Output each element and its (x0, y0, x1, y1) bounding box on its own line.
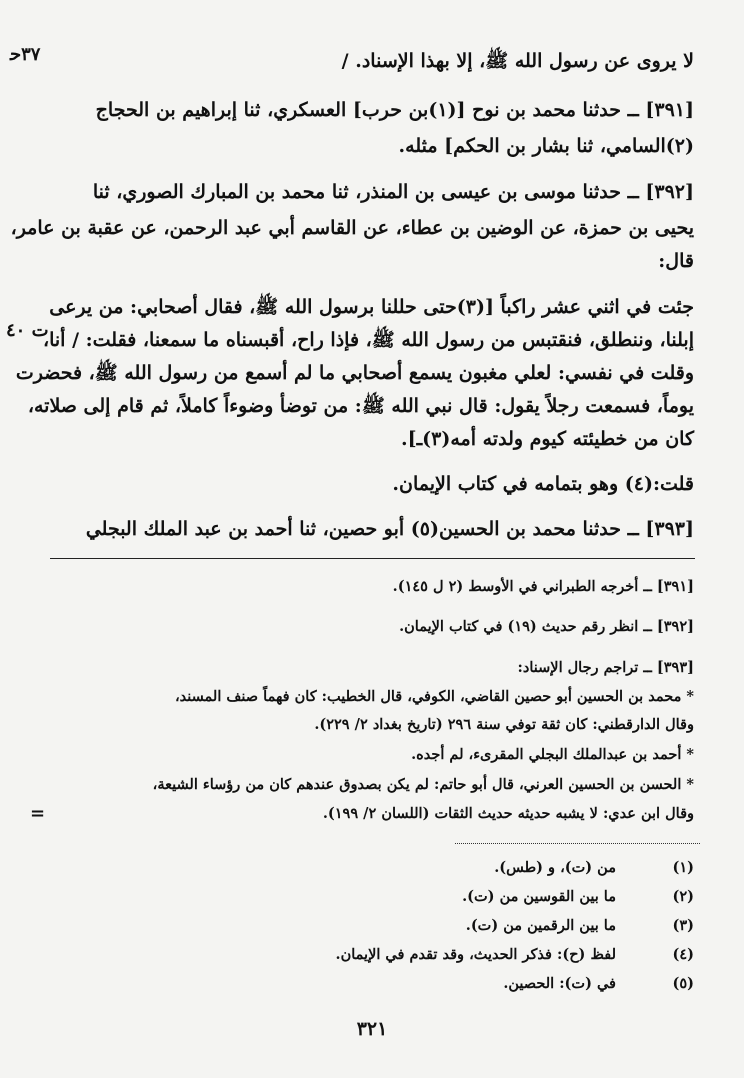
footnote-line-6: * أحمد بن عبدالملك البجلي المقرىء، لم أجده. (411, 746, 694, 763)
continuation-mark: = (30, 803, 46, 824)
page-reference: ٣٧ﺣ (10, 44, 41, 65)
text-line-7: إبلنا، وننطلق، فنقتبس من رسول الله ﷺ، فإذا راح، أقبسناه ما سمعنا، فقلت: / أنا، (42, 329, 694, 351)
footnote-separator (50, 558, 695, 559)
note-text: ما بين الرقمين من (ت). (465, 917, 616, 934)
text-line-1: [٣٩١] ــ حدثنا محمد بن نوح [(١)بن حرب] العسكري، ثنا إبراهيم بن الحجاج (95, 99, 694, 121)
footnote-line-8: وقال ابن عدي: لا يشبه حديثه حديث الثقات (اللسان ٢/ ١٩٩). (322, 805, 694, 822)
notes-separator (455, 843, 700, 844)
text-line-10: كان من خطيئته كيوم ولدته أمه(٣)ـ]. (400, 428, 694, 450)
page-number: ٣٢١ (356, 1018, 388, 1040)
note-row-3 (49, 917, 694, 943)
footnote-line-7: * الحسن بن الحسين العرني، قال أبو حاتم: لم يكن بصدوق عندهم كان من رؤساء الشيعة، (152, 776, 694, 793)
note-number: (٣) (672, 917, 694, 934)
note-row-5 (49, 975, 694, 1001)
note-number: (٢) (672, 888, 694, 905)
note-number: (٥) (672, 975, 694, 992)
footnote-line-4: * محمد بن الحسين أبو حصين القاضي، الكوفي، قال الخطيب: كان فهماً صنف المسند، (174, 688, 694, 705)
note-text: ما بين القوسين من (ت). (462, 888, 616, 905)
footnote-line-3: [٣٩٣] ــ تراجم رجال الإسناد: (517, 659, 694, 676)
header-line: لا يروى عن رسول الله ﷺ، إلا بهذا الإسناد. / (341, 50, 694, 72)
text-line-8: وقلت في نفسي: لعلي مغبون يسمع أصحابي ما لم أسمع من رسول الله ﷺ، فحضرت (15, 362, 694, 384)
note-text: في (ت): الحصين. (503, 975, 616, 992)
text-line-5: قال: (658, 250, 694, 272)
text-line-3: [٣٩٢] ــ حدثنا موسى بن عيسى بن المنذر، ثنا محمد بن المبارك الصوري، ثنا (92, 181, 694, 203)
text-line-6: جئت في اثني عشر راكباً [(٣)حتى حللنا برسول الله ﷺ، فقال أصحابي: من يرعى (49, 296, 694, 318)
footnote-line-1: [٣٩١] ــ أخرجه الطبراني في الأوسط (٢ ل ١٤٥). (392, 578, 694, 595)
note-text: لفظ (ح): فذكر الحديث، وقد تقدم في الإيمان. (335, 946, 616, 963)
footnote-line-5: وقال الدارقطني: كان ثقة توفي سنة ٢٩٦ (تاريخ بغداد ٢/ ٢٢٩). (314, 716, 694, 733)
note-row-1 (49, 859, 694, 885)
margin-side-note: ت ٤٠ (6, 320, 49, 341)
text-line-12: [٣٩٣] ــ حدثنا محمد بن الحسين(٥) أبو حصين، ثنا أحمد بن عبد الملك البجلي (85, 518, 694, 540)
text-line-9: يوماً، فسمعت رجلاً يقول: قال نبي الله ﷺ: من توضأ وضوءاً كاملاً، ثم قام إلى صلاته، (27, 395, 694, 417)
note-number: (٤) (672, 946, 694, 963)
text-line-2: (٢)السامي، ثنا بشار بن الحكم] مثله. (398, 135, 694, 157)
text-line-4: يحيى بن حمزة، عن الوضين بن عطاء، عن القاسم أبي عبد الرحمن، عن عقبة بن عامر، (10, 217, 694, 239)
note-row-4 (49, 946, 694, 972)
note-row-2 (49, 888, 694, 914)
text-line-11: قلت:(٤) وهو بتمامه في كتاب الإيمان. (392, 473, 694, 495)
footnote-line-2: [٣٩٢] ــ انظر رقم حديث (١٩) في كتاب الإيمان. (399, 618, 694, 635)
note-text: من (ت)، و (طس). (494, 859, 616, 876)
note-number: (١) (672, 859, 694, 876)
